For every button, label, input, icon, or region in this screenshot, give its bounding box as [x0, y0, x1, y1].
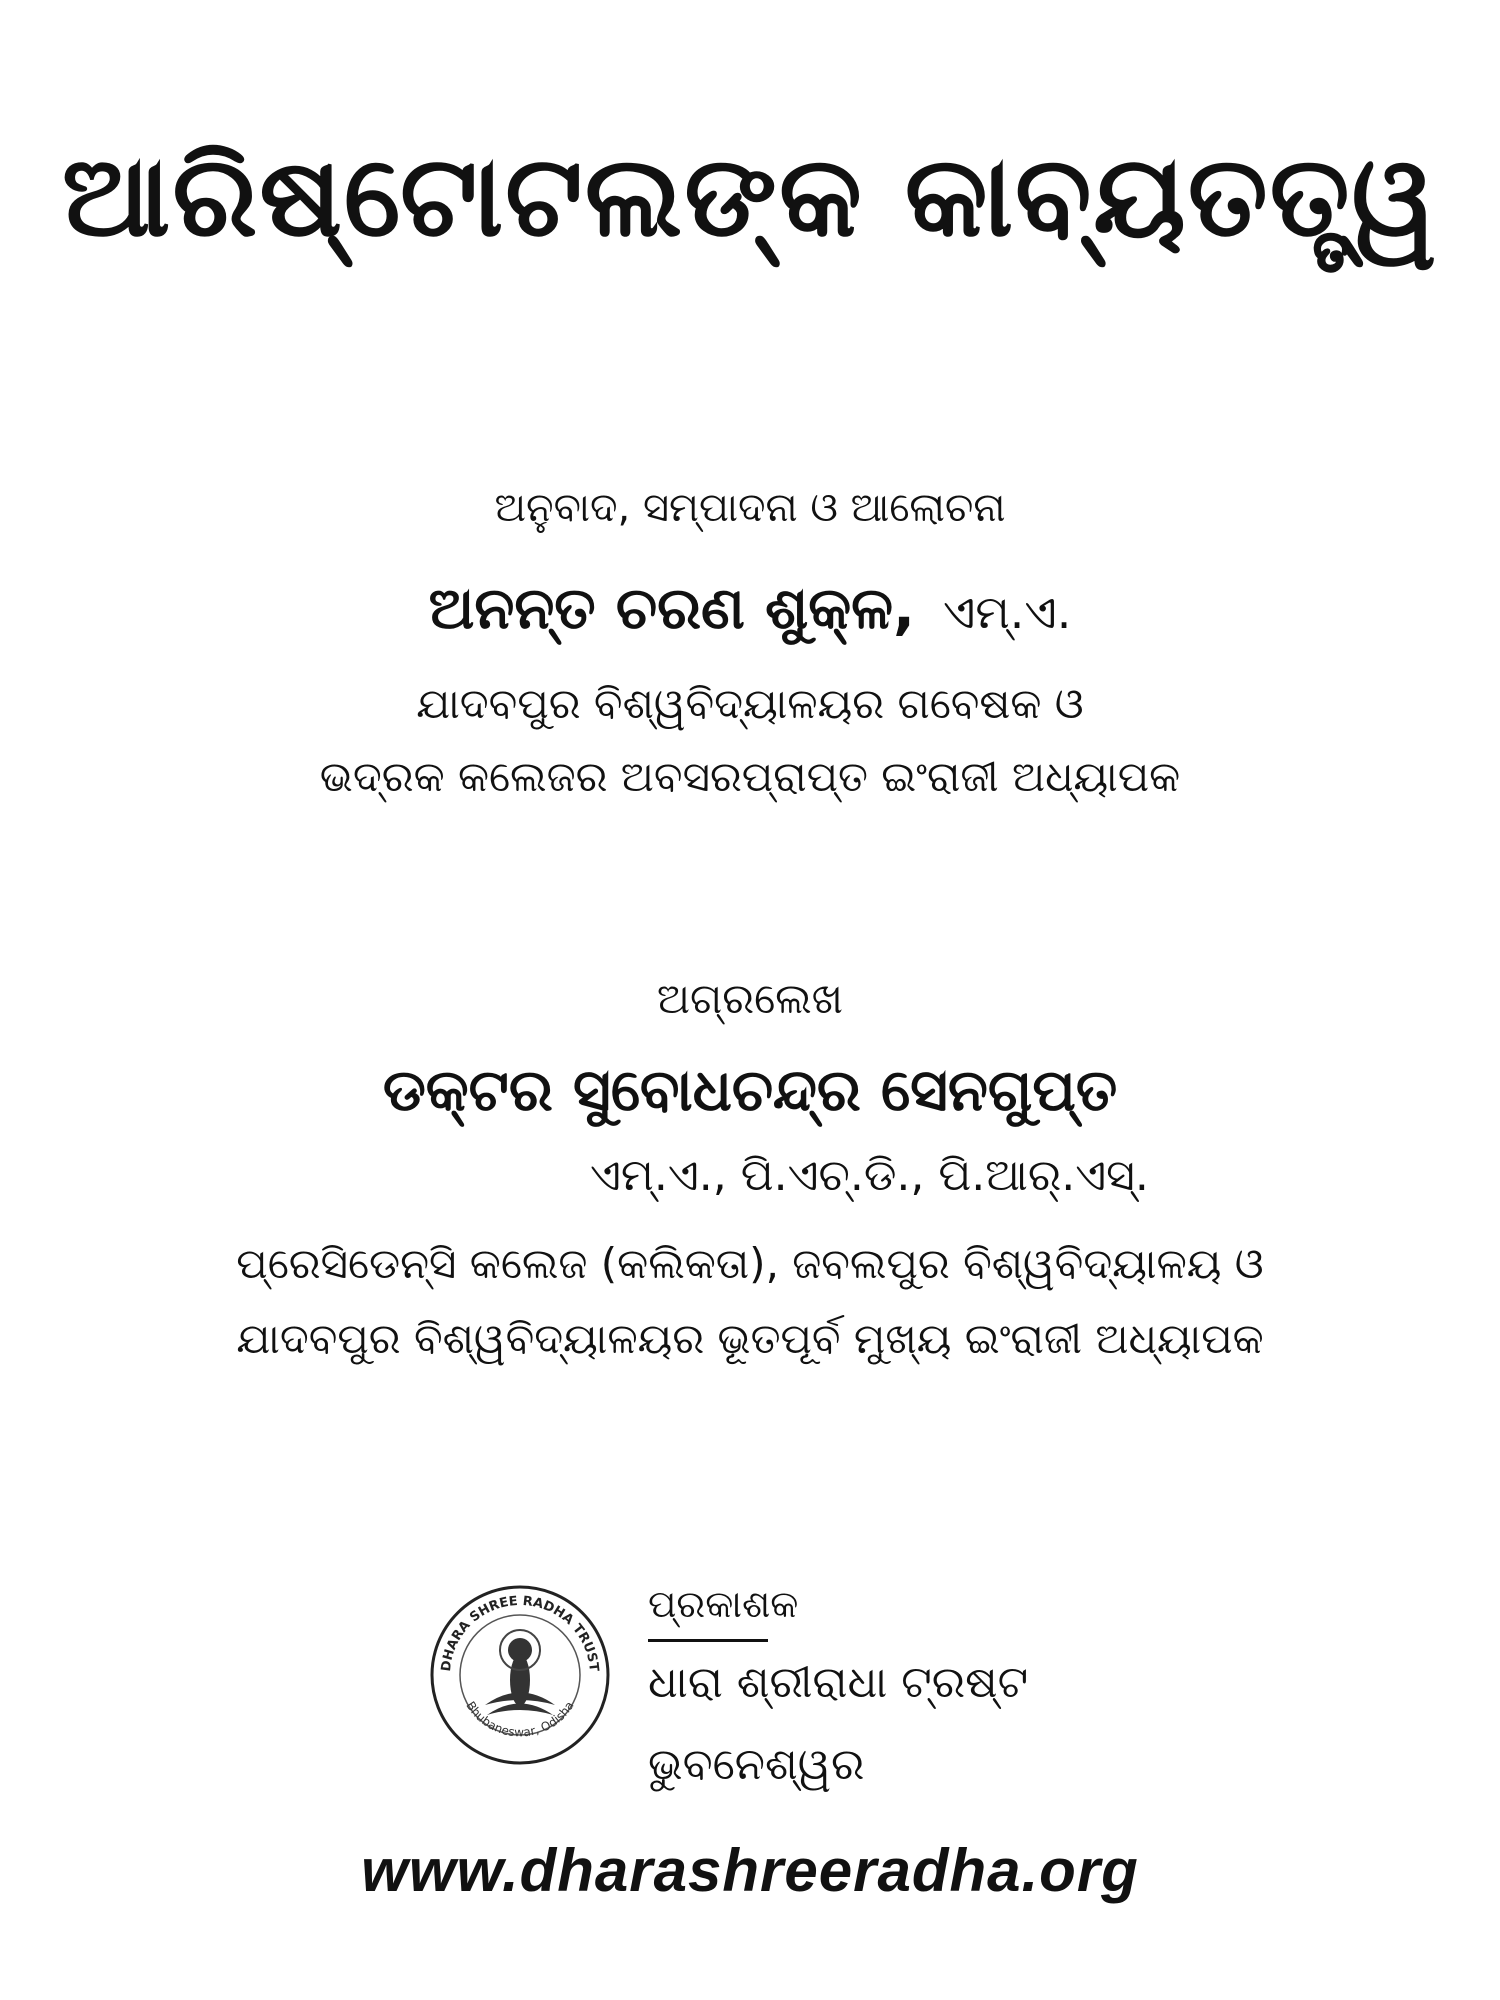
foreword-affiliation-2: ଯାଦବପୁର ବିଶ୍ୱବିଦ୍ୟାଳୟର ଭୂତପୂର୍ବ ମୁଖ୍ୟ ଇଂରାଜୀ ଅଧ୍ୟାପକ: [236, 1314, 1264, 1363]
foreword-affiliation-1: ପ୍ରେସିଡେନ୍ସି କଲେଜ (କଲିକତା), ଜବଲପୁର ବିଶ୍ୱବିଦ୍ୟାଳୟ ଓ: [236, 1239, 1264, 1288]
foreword-label: ଅଗ୍ରଲେଖ: [656, 974, 844, 1023]
publisher-label: ପ୍ରକାଶକ: [648, 1582, 799, 1626]
website-url: www.dharashreeradha.org: [361, 1837, 1139, 1904]
publisher-block: [648, 1580, 1028, 1796]
publisher-city: ଭୁବନେଶ୍ୱର: [648, 1738, 865, 1790]
foreword-degrees: ଏମ୍.ଏ., ପି.ଏଚ୍.ଡି., ପି.ଆର୍.ଏସ୍.: [590, 1150, 1149, 1201]
translator-affiliation-1: ଯାଦବପୁର ବିଶ୍ୱବିଦ୍ୟାଳୟର ଗବେଷକ ଓ: [416, 679, 1084, 728]
publisher-name: ଧାରା ଶ୍ରୀରାଧା ଟ୍ରଷ୍ଟ: [648, 1657, 1029, 1709]
translator-affiliation-2: ଭଦ୍ରକ କଲେଜର ଅବସରପ୍ରାପ୍ତ ଇଂରାଜୀ ଅଧ୍ୟାପକ: [319, 752, 1181, 801]
svg-text:DHARA SHREE RADHA TRUST: DHARA SHREE RADHA TRUST: [438, 1593, 602, 1673]
trust-seal-logo: [425, 1580, 615, 1770]
translator-role-label: ଅନୁବାଦ, ସମ୍ପାଦନା ଓ ଆଲୋଚନା: [494, 485, 1006, 531]
book-title: ଆରିଷ୍ଟୋଟଲଙ୍କ କାବ୍ୟତତ୍ତ୍ୱ: [61, 132, 1439, 262]
foreword-author: ଡକ୍ଟର ସୁବୋଧଚନ୍ଦ୍ର ସେନଗୁପ୍ତ: [382, 1056, 1118, 1124]
translator-name: ଅନନ୍ତ ଚରଣ ଶୁକ୍ଳ,: [428, 574, 916, 642]
translator-degree: ଏମ୍.ଏ.: [943, 585, 1072, 639]
translator-line: [0, 568, 1500, 649]
svg-text:Bhubaneswar, Odisha: Bhubaneswar, Odisha: [463, 1698, 577, 1740]
publisher-divider: [648, 1639, 768, 1642]
